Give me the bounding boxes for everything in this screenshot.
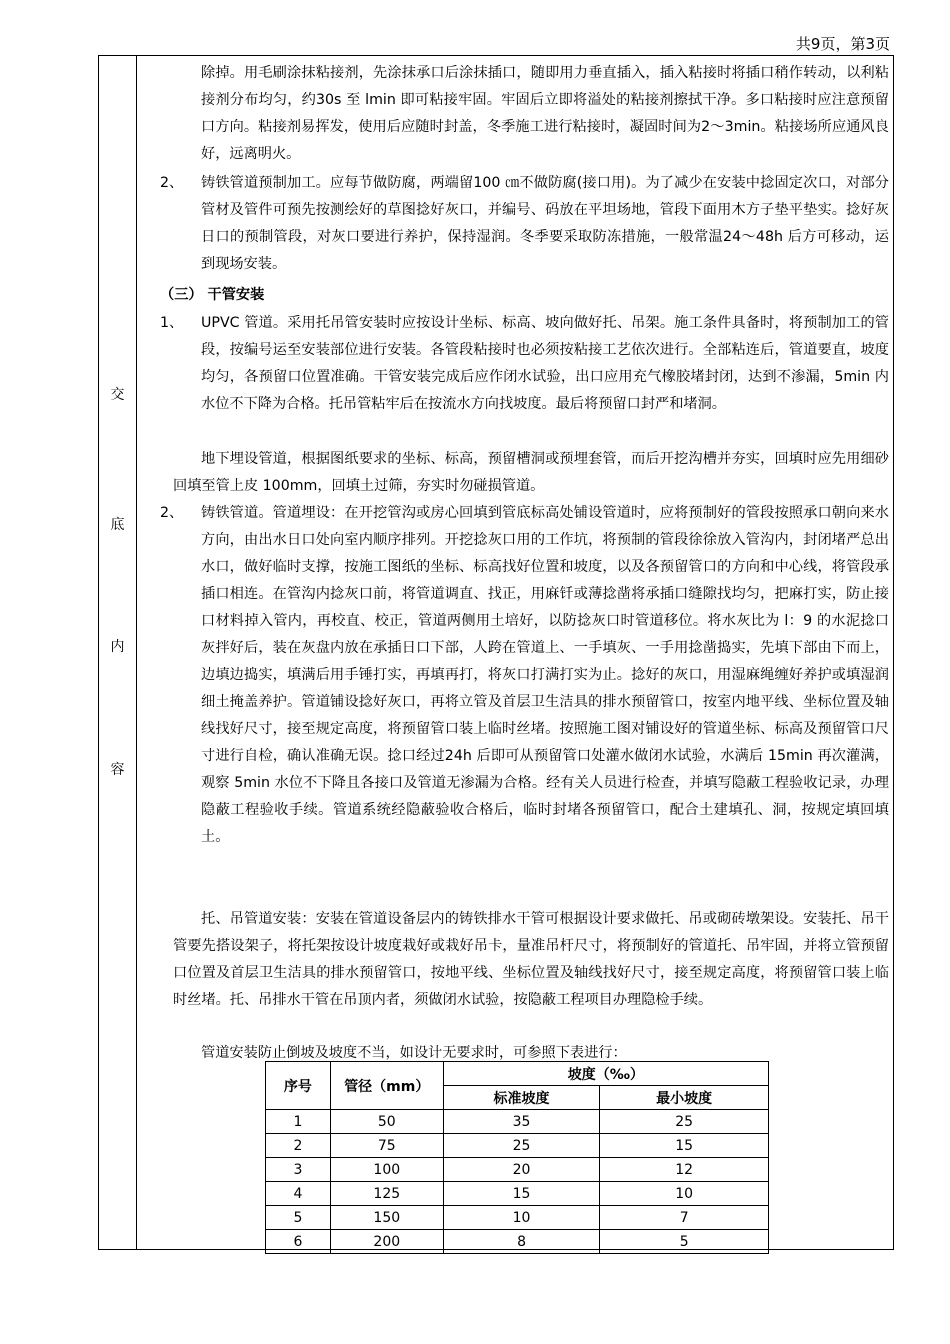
cell-min: 12	[600, 1158, 769, 1182]
table-row	[266, 1158, 769, 1182]
table-row	[266, 1230, 769, 1254]
side-label-char: 交	[110, 387, 125, 403]
cell-standard: 15	[443, 1182, 600, 1206]
side-label-char: 内	[110, 639, 125, 655]
paragraph-upvc: UPVC 管道。采用托吊管安装时应按设计坐标、标高、坡向做好托、吊架。施工条件具备时，将预制加工的管段，按编号运至安装部位进行安装。各管段粘接时也必须按粘接工艺依次进行。全部粘连后，管道要直，坡度均匀，各预留口位置准确。干管安装完成后应作闭水试验，出口应用充气橡胶堵封闭，达到不渗漏，5min 内水位不下降为合格。托吊管粘牢后在按流水方向找坡度。最后将预留口封严和堵洞。	[201, 315, 889, 412]
cell-seq: 6	[266, 1230, 331, 1254]
table-row	[266, 1206, 769, 1230]
cell-standard: 35	[443, 1110, 600, 1134]
cell-diameter: 200	[330, 1230, 443, 1254]
cell-diameter: 125	[330, 1182, 443, 1206]
header-min-slope: 最小坡度	[600, 1086, 769, 1110]
item-number: 2、	[160, 175, 184, 191]
document-frame	[98, 55, 894, 1250]
header-standard-slope: 标准坡度	[443, 1086, 600, 1110]
item-number: 1、	[160, 315, 184, 331]
side-label-char: 底	[110, 517, 125, 533]
slope-table	[265, 1061, 769, 1254]
cell-standard: 10	[443, 1206, 600, 1230]
item-number: 2、	[160, 505, 184, 521]
cell-seq: 1	[266, 1110, 331, 1134]
cell-seq: 5	[266, 1206, 331, 1230]
paragraph-underground: 地下埋设管道，根据图纸要求的坐标、标高，预留槽洞或预埋套管，而后开挖沟槽并夯实，回填时应先用细砂回填至管上皮 100mm，回填土过筛，夯实时勿碰损管道。	[173, 451, 889, 494]
paragraph-cast-iron-prefab: 铸铁管道预制加工。应每节做防腐，两端留100 ㎝不做防腐(接口用)。为了减少在安装中捻固定次口，对部分管材及管件可预先按测绘好的草图捻好灰口，并编号、码放在平坦场地，管段下面用木方子垫平垫实。捻好灰日口的预制管段，对灰口要进行养护，保持湿润。冬季要采取防冻措施，一般常温24～48h 后方可移动，运到现场安装。	[201, 175, 889, 272]
header-diameter: 管径（mm）	[330, 1062, 443, 1110]
cell-seq: 4	[266, 1182, 331, 1206]
cell-diameter: 150	[330, 1206, 443, 1230]
cell-diameter: 75	[330, 1134, 443, 1158]
table-row	[266, 1110, 769, 1134]
cell-min: 7	[600, 1206, 769, 1230]
paragraph-cast-iron-burial: 铸铁管道。管道埋设：在开挖管沟或房心回填到管底标高处铺设管道时，应将预制好的管段按照承口朝向来水方向，由出水日口处向室内顺序排列。开挖捻灰口用的工作坑，将预制的管段徐徐放入管沟内，封闭堵严总出水口，做好临时支撑，按施工图纸的坐标、标高找好位置和坡度，以及各预留管口的方向和中心线，将管段承插口相连。在管沟内捻灰口前，将管道调直、找正，用麻钎或薄捻凿将承插口缝隙找均匀，把麻打实，防止接口材料掉入管内，再校直、校正，管道两侧用土培好，以防捻灰口时管道移位。将水灰比为 l：9 的水泥捻口灰拌好后，装在灰盘内放在承插日口下部，人跨在管道上、一手填灰、一手用捻凿捣实，先填下部由下而上，边填边捣实，填满后用手锤打实，再填再打，将灰口打满打实为止。捻好的灰口，用湿麻绳缠好养护或填湿润细土掩盖养护。管道铺设捻好灰口，再将立管及首层卫生洁具的排水预留管口，按室内地平线、坐标位置及轴线找好尺寸，接至规定高度，将预留管口装上临时丝堵。按照施工图对铺设好的管道坐标、标高及预留管口尺寸进行自检，确认准确无误。捻口经过24h 后即可从预留管口处灌水做闭水试验，水满后 15min 再次灌满，观察 5min 水位不下降且各接口及管道无渗漏为合格。经有关人员进行检查，并填写隐蔽工程验收记录，办理隐蔽工程验收手续。管道系统经隐蔽验收合格后，临时封堵各预留管口，配合土建填孔、洞，按规定填回填土。	[201, 505, 889, 845]
cell-standard: 20	[443, 1158, 600, 1182]
cell-standard: 8	[443, 1230, 600, 1254]
cell-seq: 2	[266, 1134, 331, 1158]
cell-min: 25	[600, 1110, 769, 1134]
cell-standard: 25	[443, 1134, 600, 1158]
paragraph-adhesive: 除掉。用毛刷涂抹粘接剂，先涂抹承口后涂抹插口，随即用力垂直插入，插入粘接时将插口稍作转动，以利粘接剂分布均匀，约30s 至 lmin 即可粘接牢固。牢固后立即将溢处的粘接剂擦拭干净。多口粘接时应注意预留口方向。粘接剂易挥发，使用后应随时封盖，冬季施工进行粘接时，凝固时间为2～3min。粘接场所应通风良好，远离明火。	[201, 65, 889, 162]
page-number: 共9页，第3页	[795, 35, 890, 53]
side-label-column	[99, 56, 137, 1249]
header-seq: 序号	[266, 1062, 331, 1110]
cell-diameter: 50	[330, 1110, 443, 1134]
cell-seq: 3	[266, 1158, 331, 1182]
section-title: （三） 干管安装	[160, 287, 265, 303]
cell-diameter: 100	[330, 1158, 443, 1182]
table-row	[266, 1134, 769, 1158]
cell-min: 15	[600, 1134, 769, 1158]
header-slope: 坡度（‰）	[443, 1062, 768, 1086]
cell-min: 10	[600, 1182, 769, 1206]
paragraph-hanger: 托、吊管道安装：安装在管道设备层内的铸铁排水干管可根据设计要求做托、吊或砌砖墩架设。安装托、吊干管要先搭设架子，将托架按设计坡度栽好或栽好吊卡，量准吊杆尺寸，将预制好的管道托、吊牢固，并将立管预留口位置及首层卫生洁具的排水预留管口，按地平线、坐标位置及轴线找好尺寸，接至规定高度，将预留管口装上临时丝堵。托、吊排水干管在吊顶内者，须做闭水试验，按隐蔽工程项目办理隐检手续。	[173, 911, 889, 1008]
table-row	[266, 1182, 769, 1206]
side-label-char: 容	[110, 762, 125, 778]
table-intro: 管道安装防止倒坡及坡度不当，如设计无要求时，可参照下表进行：	[201, 1045, 627, 1061]
cell-min: 5	[600, 1230, 769, 1254]
